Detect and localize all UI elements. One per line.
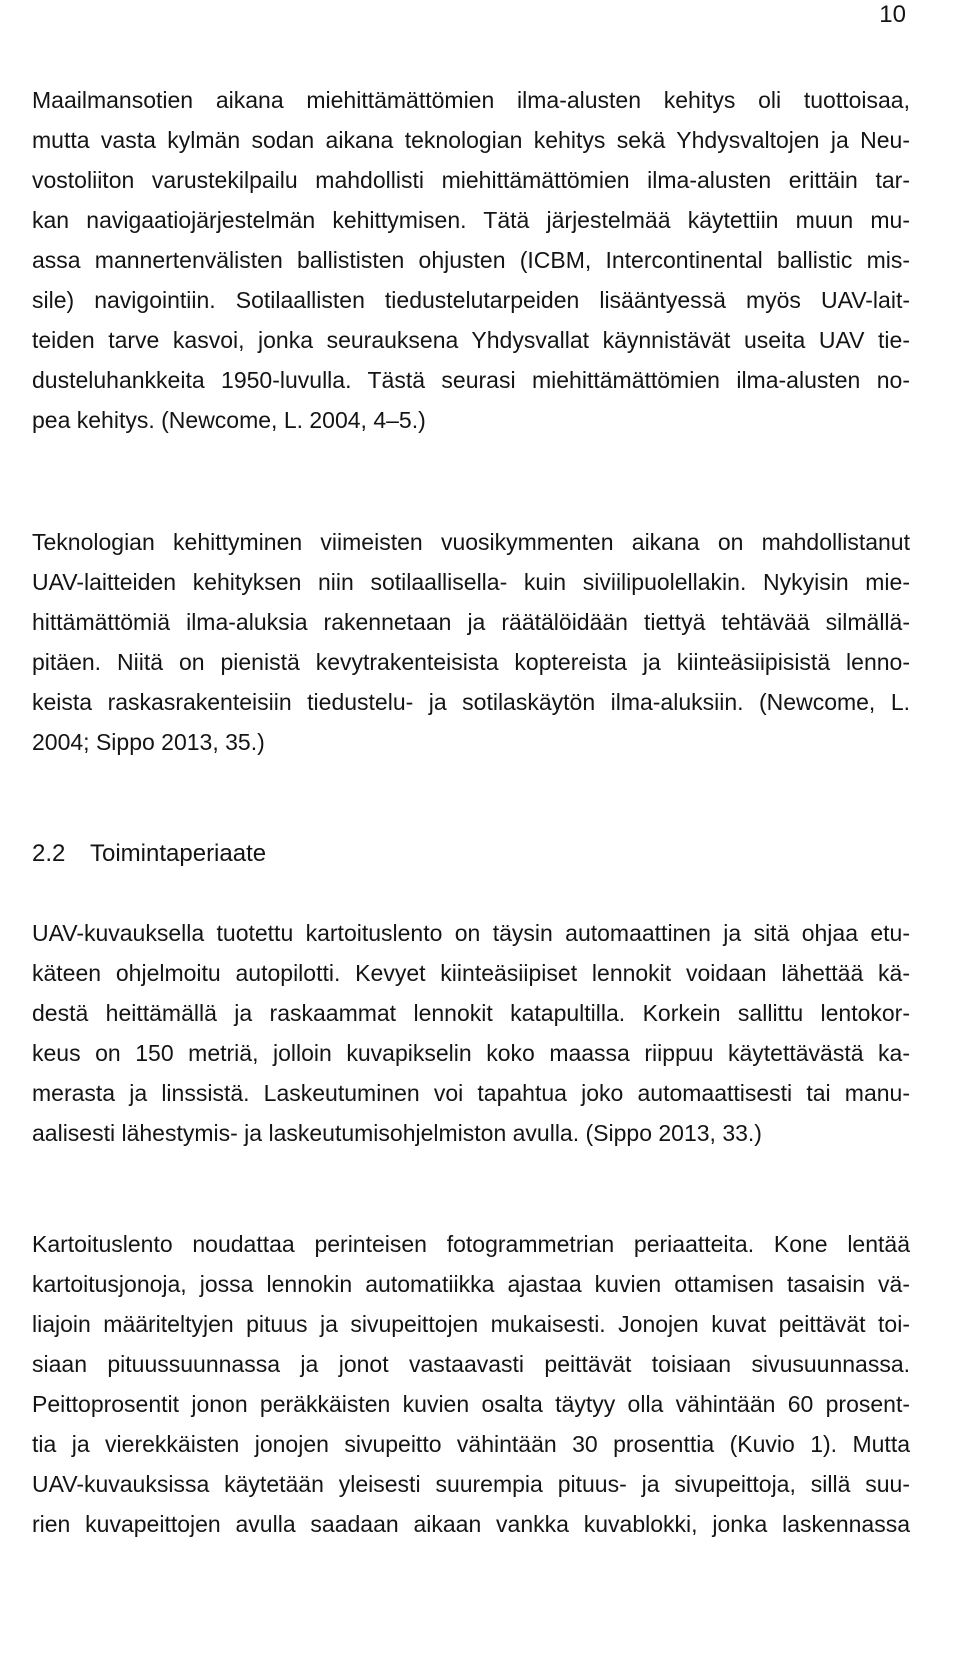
text-line: aalisesti lähestymis- ja laskeutumisohjelmiston avulla. (Sippo 2013, 33.) <box>32 1120 762 1146</box>
paragraph-photogrammetry <box>32 1224 910 1544</box>
text-line: käteen ohjelmoitu autopilotti. Kevyet kiinteäsiipiset lennokit voidaan lähettää kä- <box>32 960 910 986</box>
page-number: 10 <box>879 1 906 28</box>
section-number: 2.2 <box>32 840 66 867</box>
text-line: pea kehitys. (Newcome, L. 2004, 4–5.) <box>32 407 426 433</box>
section-title: Toimintaperiaate <box>90 840 267 867</box>
text-line: teiden tarve kasvoi, jonka seurauksena Yhdysvallat käynnistävät useita UAV tie- <box>32 327 910 353</box>
text-line: dusteluhankkeita 1950-luvulla. Tästä seurasi miehittämättömien ilma-alusten no- <box>32 367 910 393</box>
text-line: Kartoituslento noudattaa perinteisen fotogrammetrian periaatteita. Kone lentää <box>32 1231 910 1257</box>
text-line: Maailmansotien aikana miehittämättömien ilma-alusten kehitys oli tuottoisaa, <box>32 87 910 113</box>
text-line: 2004; Sippo 2013, 35.) <box>32 729 265 755</box>
text-line: keista raskasrakenteisiin tiedustelu- ja sotilaskäytön ilma-aluksiin. (Newcome, L. <box>32 689 910 715</box>
text-line: vostoliiton varustekilpailu mahdollisti miehittämättömien ilma-alusten erittäin tar- <box>32 167 910 193</box>
paragraph-uav-history <box>32 80 910 440</box>
text-line: UAV-kuvauksissa käytetään yleisesti suurempia pituus- ja sivupeittoja, sillä suu- <box>32 1471 910 1497</box>
text-line: destä heittämällä ja raskaammat lennokit katapultilla. Korkein sallittu lentokor- <box>32 1000 910 1026</box>
text-line: Teknologian kehittyminen viimeisten vuosikymmenten aikana on mahdollistanut <box>32 529 910 555</box>
text-line: Peittoprosentit jonon peräkkäisten kuvien osalta täytyy olla vähintään 60 prosent- <box>32 1391 910 1417</box>
section-heading <box>32 834 266 874</box>
paragraph-mapping-flight <box>32 913 910 1153</box>
paragraph-technology-development <box>32 522 910 762</box>
text-line: mutta vasta kylmän sodan aikana teknologian kehitys sekä Yhdysvaltojen ja Neu- <box>32 127 910 153</box>
text-line: kartoitusjonoja, jossa lennokin automatiikka ajastaa kuvien ottamisen tasaisin vä- <box>32 1271 910 1297</box>
text-line: pitäen. Niitä on pienistä kevytrakenteisista koptereista ja kiinteäsiipisistä lenno- <box>32 649 910 675</box>
text-line: tia ja vierekkäisten jonojen sivupeitto vähintään 30 prosenttia (Kuvio 1). Mutta <box>32 1431 910 1457</box>
text-line: UAV-laitteiden kehityksen niin sotilaallisella- kuin siviilipuolellakin. Nykyisin mie- <box>32 569 910 595</box>
text-line: assa mannertenvälisten ballististen ohjusten (ICBM, Intercontinental ballistic mis- <box>32 247 910 273</box>
text-line: sile) navigointiin. Sotilaallisten tiedustelutarpeiden lisääntyessä myös UAV-lait- <box>32 287 910 313</box>
text-line: siaan pituussuunnassa ja jonot vastaavasti peittävät toisiaan sivusuunnassa. <box>32 1351 910 1377</box>
text-line: hittämättömiä ilma-aluksia rakennetaan ja räätälöidään tiettyä tehtävää silmällä- <box>32 609 910 635</box>
text-line: keus on 150 metriä, jolloin kuvapikselin koko maassa riippuu käytettävästä ka- <box>32 1040 910 1066</box>
text-line: UAV-kuvauksella tuotettu kartoituslento on täysin automaattinen ja sitä ohjaa etu- <box>32 920 910 946</box>
text-line: rien kuvapeittojen avulla saadaan aikaan vankka kuvablokki, jonka laskennassa <box>32 1511 910 1537</box>
text-line: liajoin määriteltyjen pituus ja sivupeittojen mukaisesti. Jonojen kuvat peittävät toi- <box>32 1311 910 1337</box>
text-line: kan navigaatiojärjestelmän kehittymisen. Tätä järjestelmää käytettiin muun mu- <box>32 207 910 233</box>
text-line: merasta ja linssistä. Laskeutuminen voi tapahtua joko automaattisesti tai manu- <box>32 1080 910 1106</box>
